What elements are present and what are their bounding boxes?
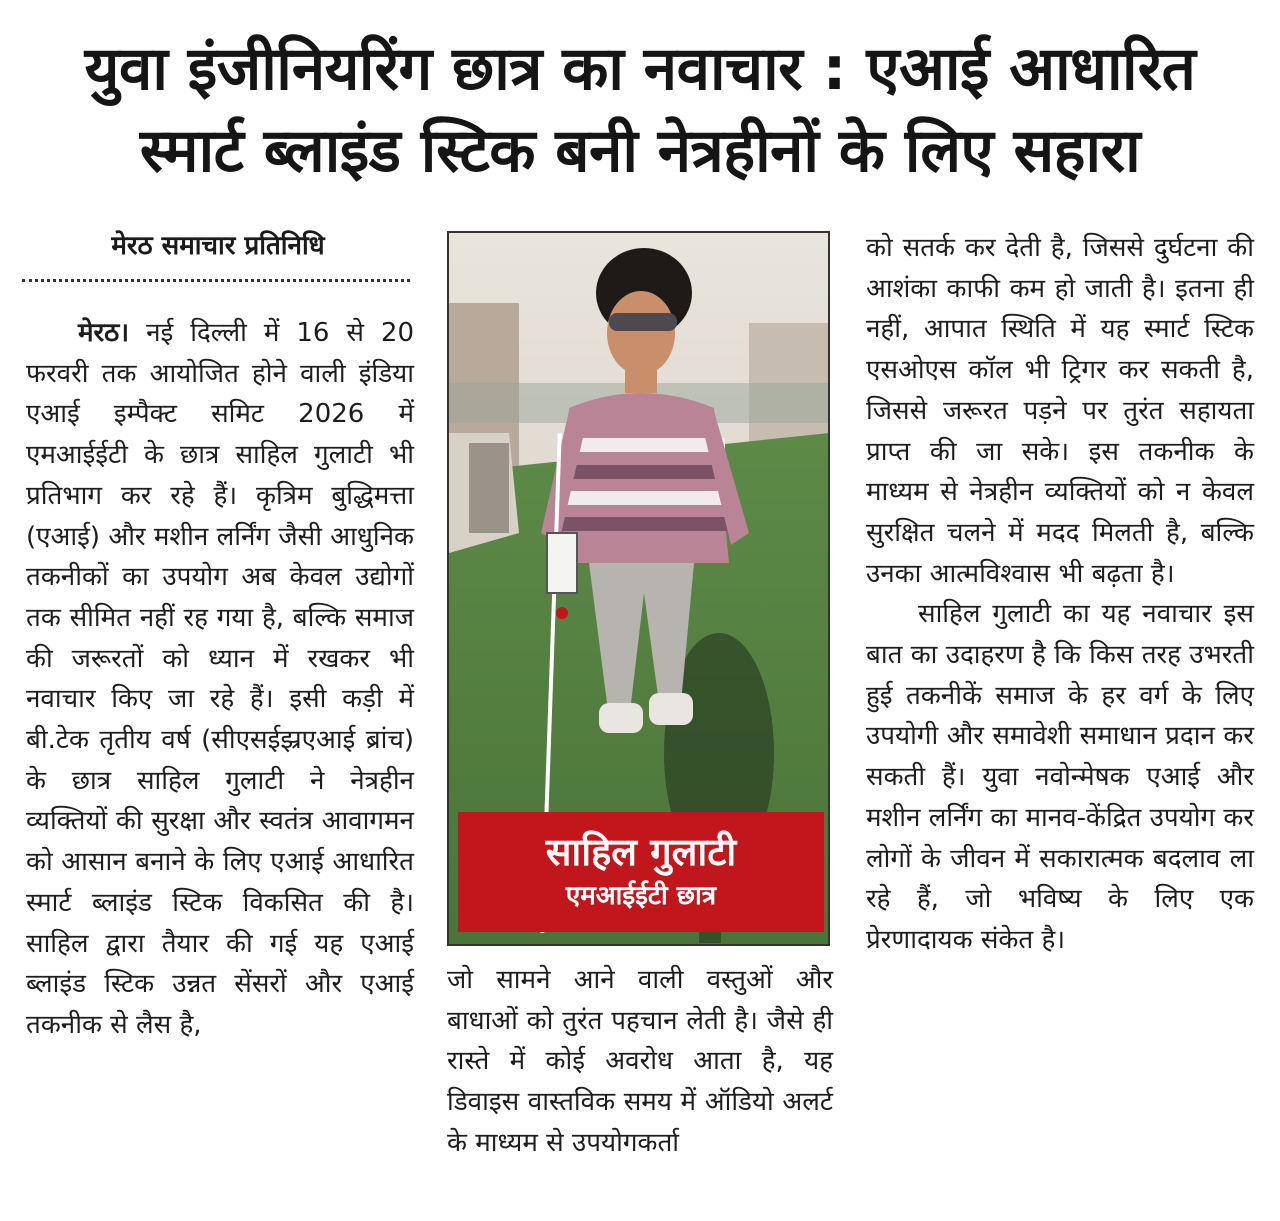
headline (20, 28, 1260, 192)
article-text-col1: नई दिल्ली में 16 से 20 फरवरी तक आयोजित होने वाली इंडिया एआई इम्पैक्ट समिट 2026 में एमआईईटी के छात्र साहिल गुलाटी भी प्रतिभाग कर रहे हैं। कृत्रिम बुद्धिमत्ता (एआई) और मशीन लर्निंग जैसी आधुनिक तकनीकों का उपयोग अब केवल उद्योगों तक सीमित नहीं रह गया है, बल्कि समाज की जरूरतों को ध्यान में रखकर भी नवाचार किए जा रहे हैं। इसी कड़ी में बी.टेक तृतीय वर्ष (सीएसईझ्रएआई ब्रांच) के छात्र साहिल गुलाटी ने नेत्रहीन व्यक्तियों की सुरक्षा और स्वतंत्र आवागमन को आसान बनाने के लिए एआई आधारित स्मार्ट ब्लाइंड स्टिक विकसित की है। साहिल द्वारा तैयार की गई यह एआई ब्लाइंड स्टिक उन्नत सेंसरों और एआई तकनीक से लैस है, (26, 318, 414, 1040)
article-column-2 (447, 960, 833, 1164)
photo-caption (458, 812, 824, 932)
article-column-1 (26, 313, 414, 1046)
byline: मेरठ समाचार प्रतिनिधि (111, 231, 325, 261)
caption-role: एमआईईटी छात्र (565, 881, 717, 911)
article-paragraph-1 (26, 313, 414, 1046)
article-text-col2: जो सामने आने वाली वस्तुओं और बाधाओं को तुरंत पहचान लेती है। जैसे ही रास्ते में कोई अवरोध आता है, यह डिवाइस वास्तविक समय में ऑडियो अलर्ट के माध्यम से उपयोगकर्ता (447, 965, 833, 1158)
article-column-3 (866, 228, 1254, 961)
article-text-col3-p2: साहिल गुलाटी का यह नवाचार इस बात का उदाहरण है कि किस तरह उभरती हुई तकनीकें समाज के हर वर्ग के लिए उपयोगी और समावेशी समाधान प्रदान कर सकती हैं। युवा नवोन्मेषक एआई और मशीन लर्निंग का मानव-केंद्रित उपयोग कर लोगों के जीवन में सकारात्मक बदलाव ला रहे हैं, जो भविष्य के लिए एक प्रेरणादायक संकेत है। (866, 599, 1254, 955)
caption-name: साहिल गुलाटी (545, 830, 737, 874)
article-text-col3-p1: को सतर्क कर देती है, जिससे दुर्घटना की आशंका काफी कम हो जाती है। इतना ही नहीं, आपात स्थिति में यह स्मार्ट स्टिक एसओएस कॉल भी ट्रिगर कर सकती है, जिससे जरूरत पड़ने पर तुरंत सहायता प्राप्त की जा सके। इस तकनीक के माध्यम से नेत्रहीन व्यक्तियों को न केवल सुरक्षित चलने में मदद मिलती है, बल्कि उनका आत्मविश्वास भी बढ़ता है। (866, 233, 1254, 589)
headline-line-2: स्मार्ट ब्लाइंड स्टिक बनी नेत्रहीनों के लिए सहारा (139, 116, 1141, 186)
headline-line-1: युवा इंजीनियरिंग छात्र का नवाचार : एआई आधारित (84, 34, 1196, 104)
dateline: मेरठ। (78, 318, 130, 348)
byline-divider (22, 279, 410, 282)
